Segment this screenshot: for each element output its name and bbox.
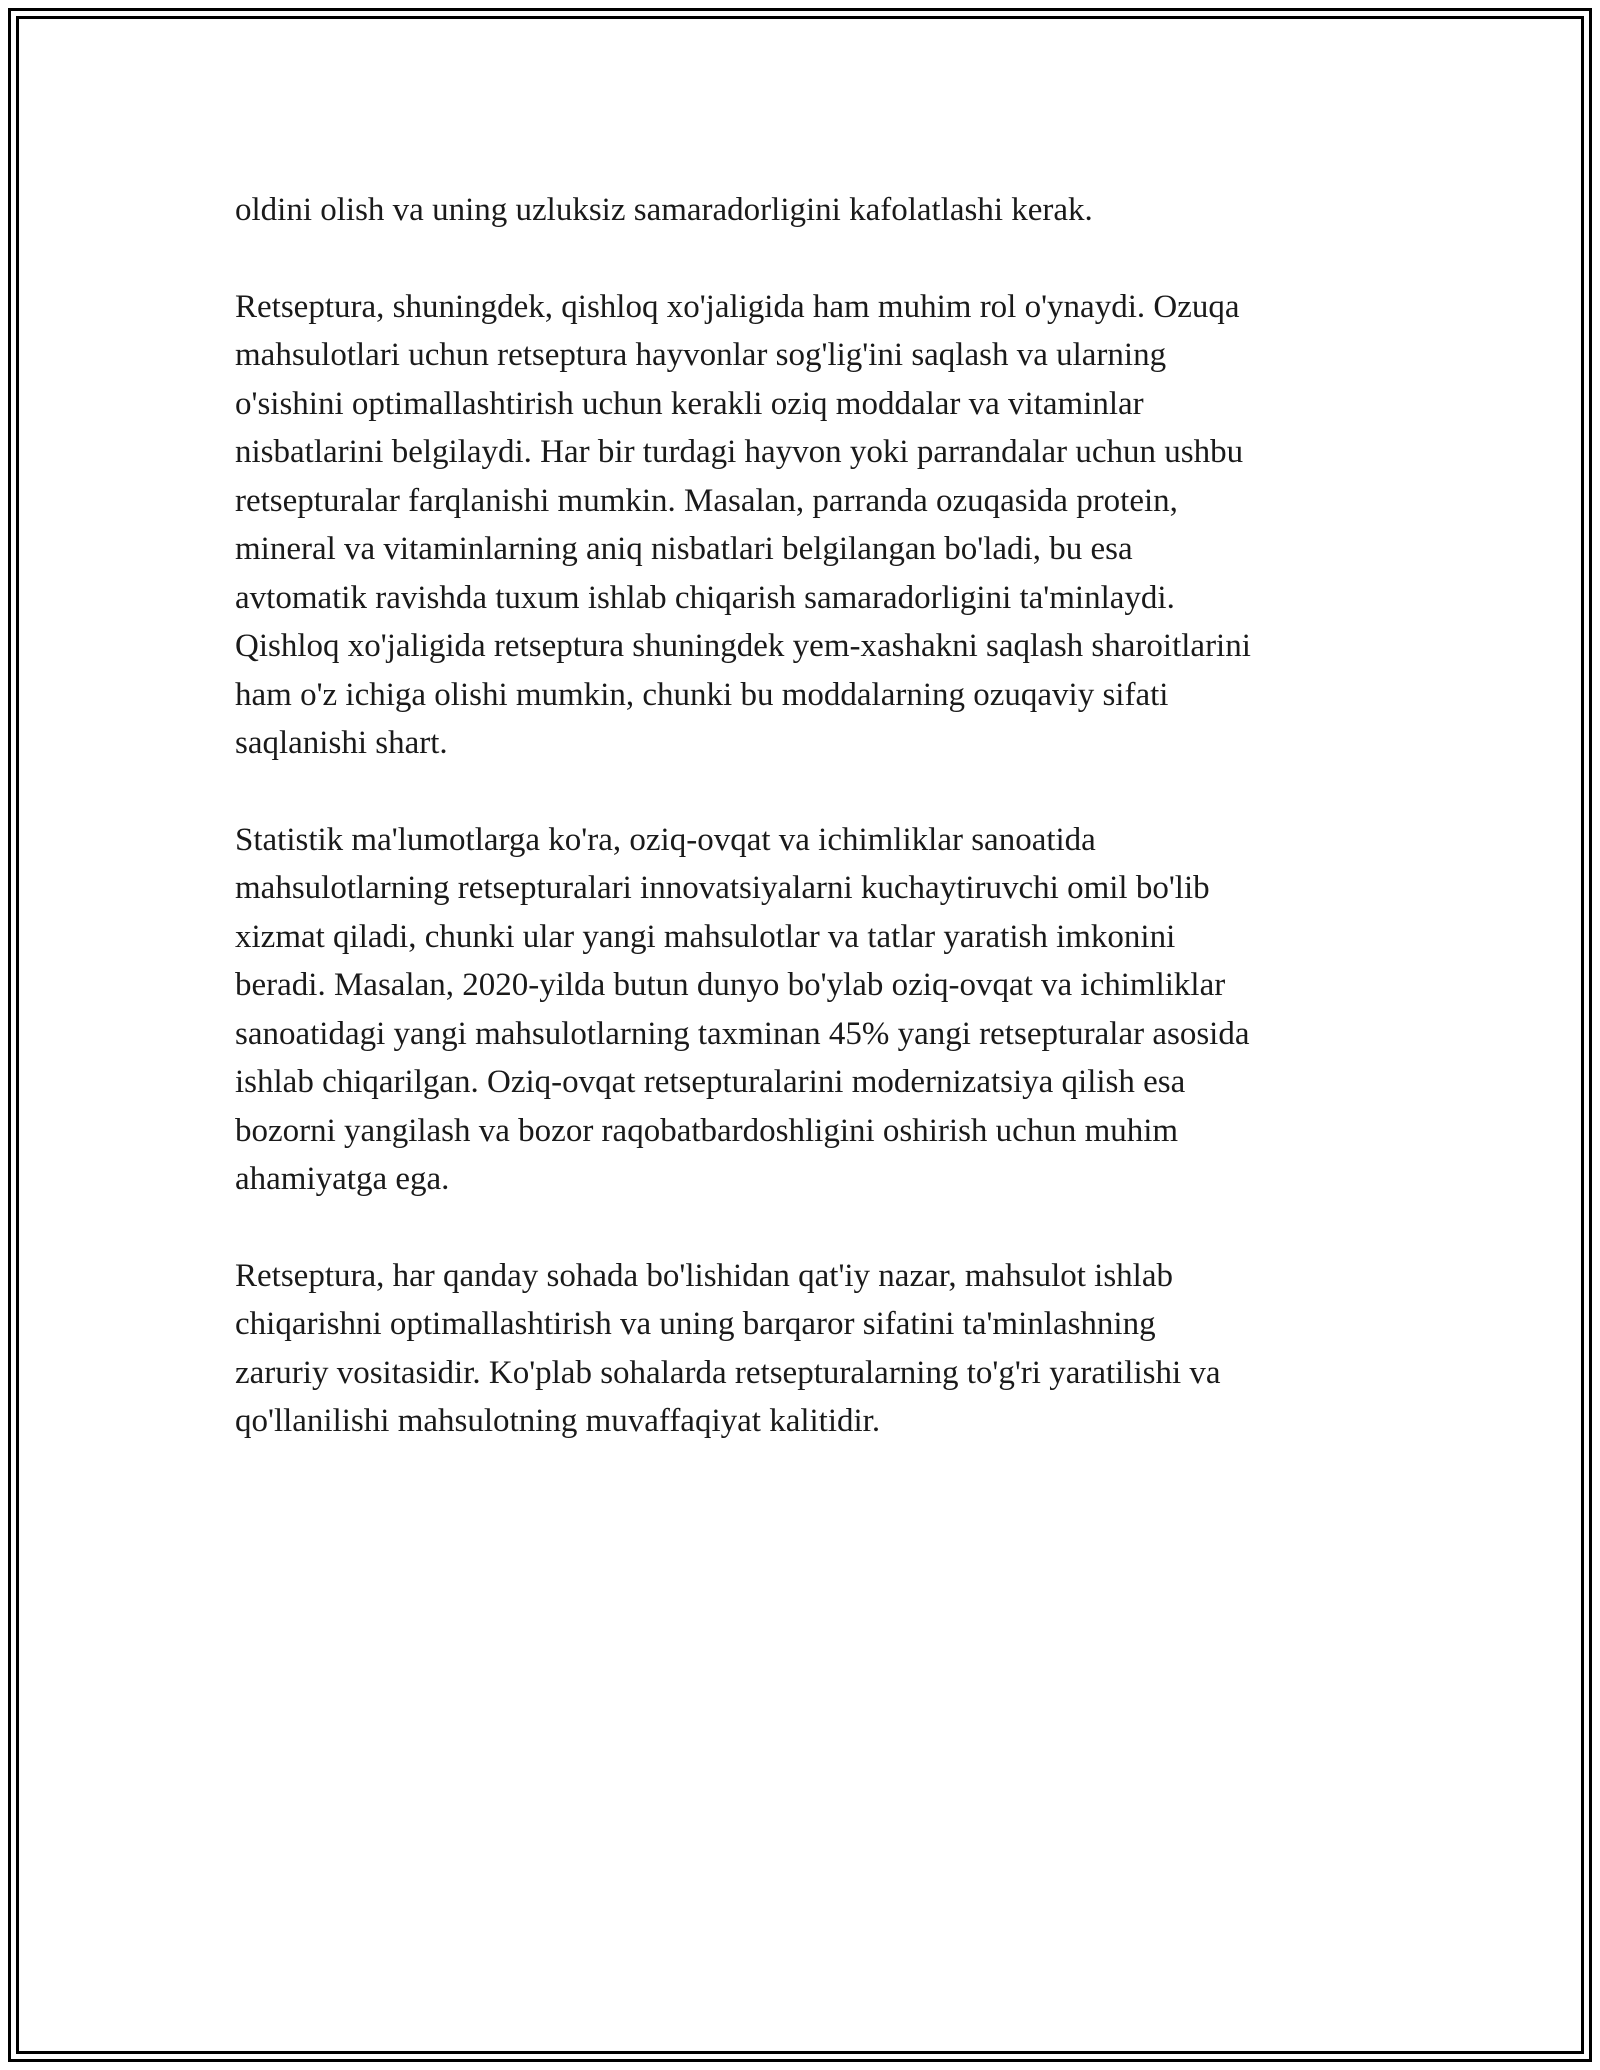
paragraph-1: oldini olish va uning uzluksiz samaradorligini kafolatlashi kerak. bbox=[235, 192, 1093, 228]
document-body bbox=[235, 186, 1375, 1494]
paragraph-3: Statistik ma'lumotlarga ko'ra, oziq-ovqat va ichimliklar sanoatida mahsulotlarning retsepturalari innovatsiyalarni kuchaytiruvchi omil bo'lib xizmat qiladi, chunki ular yangi mahsulotlar va tatlar yaratish imkonini beradi. Masalan, 2020-yilda butun dunyo bo'ylab oziq-ovqat va ichimliklar sanoatidagi yangi mahsulotlarning taxminan 45% yangi retsepturalar asosida ishlab chiqarilgan. Oziq-ovqat retsepturalarini modernizatsiya qilish esa bozorni yangilash va bozor raqobatbardoshligini oshirish uchun muhim ahamiyatga ega. bbox=[235, 821, 1250, 1197]
paragraph-2: Retseptura, shuningdek, qishloq xo'jaligida ham muhim rol o'ynaydi. Ozuqa mahsulotlari uchun retseptura hayvonlar sog'lig'ini saqlash va ularning o'sishini optimallashtirish uchun kerakli oziq moddalar va vitaminlar nisbatlarini belgilaydi. Har bir turdagi hayvon yoki parrandalar uchun ushbu retsepturalar farqlanishi mumkin. Masalan, parranda ozuqasida protein, mineral va vitaminlarning aniq nisbatlari belgilangan bo'ladi, bu esa avtomatik ravishda tuxum ishlab chiqarish samaradorligini ta'minlaydi. Qishloq xo'jaligida retseptura shuningdek yem-xashakni saqlash sharoitlarini ham o'z ichiga olishi mumkin, chunki bu moddalarning ozuqaviy sifati saqlanishi shart. bbox=[235, 288, 1251, 761]
paragraph-4: Retseptura, har qanday sohada bo'lishidan qat'iy nazar, mahsulot ishlab chiqarishni optimallashtirish va uning barqaror sifatini ta'minlashning zaruriy vositasidir. Ko'plab sohalarda retsepturalarning to'g'ri yaratilishi va qo'llanilishi mahsulotning muvaffaqiyat kalitidir. bbox=[235, 1257, 1221, 1439]
